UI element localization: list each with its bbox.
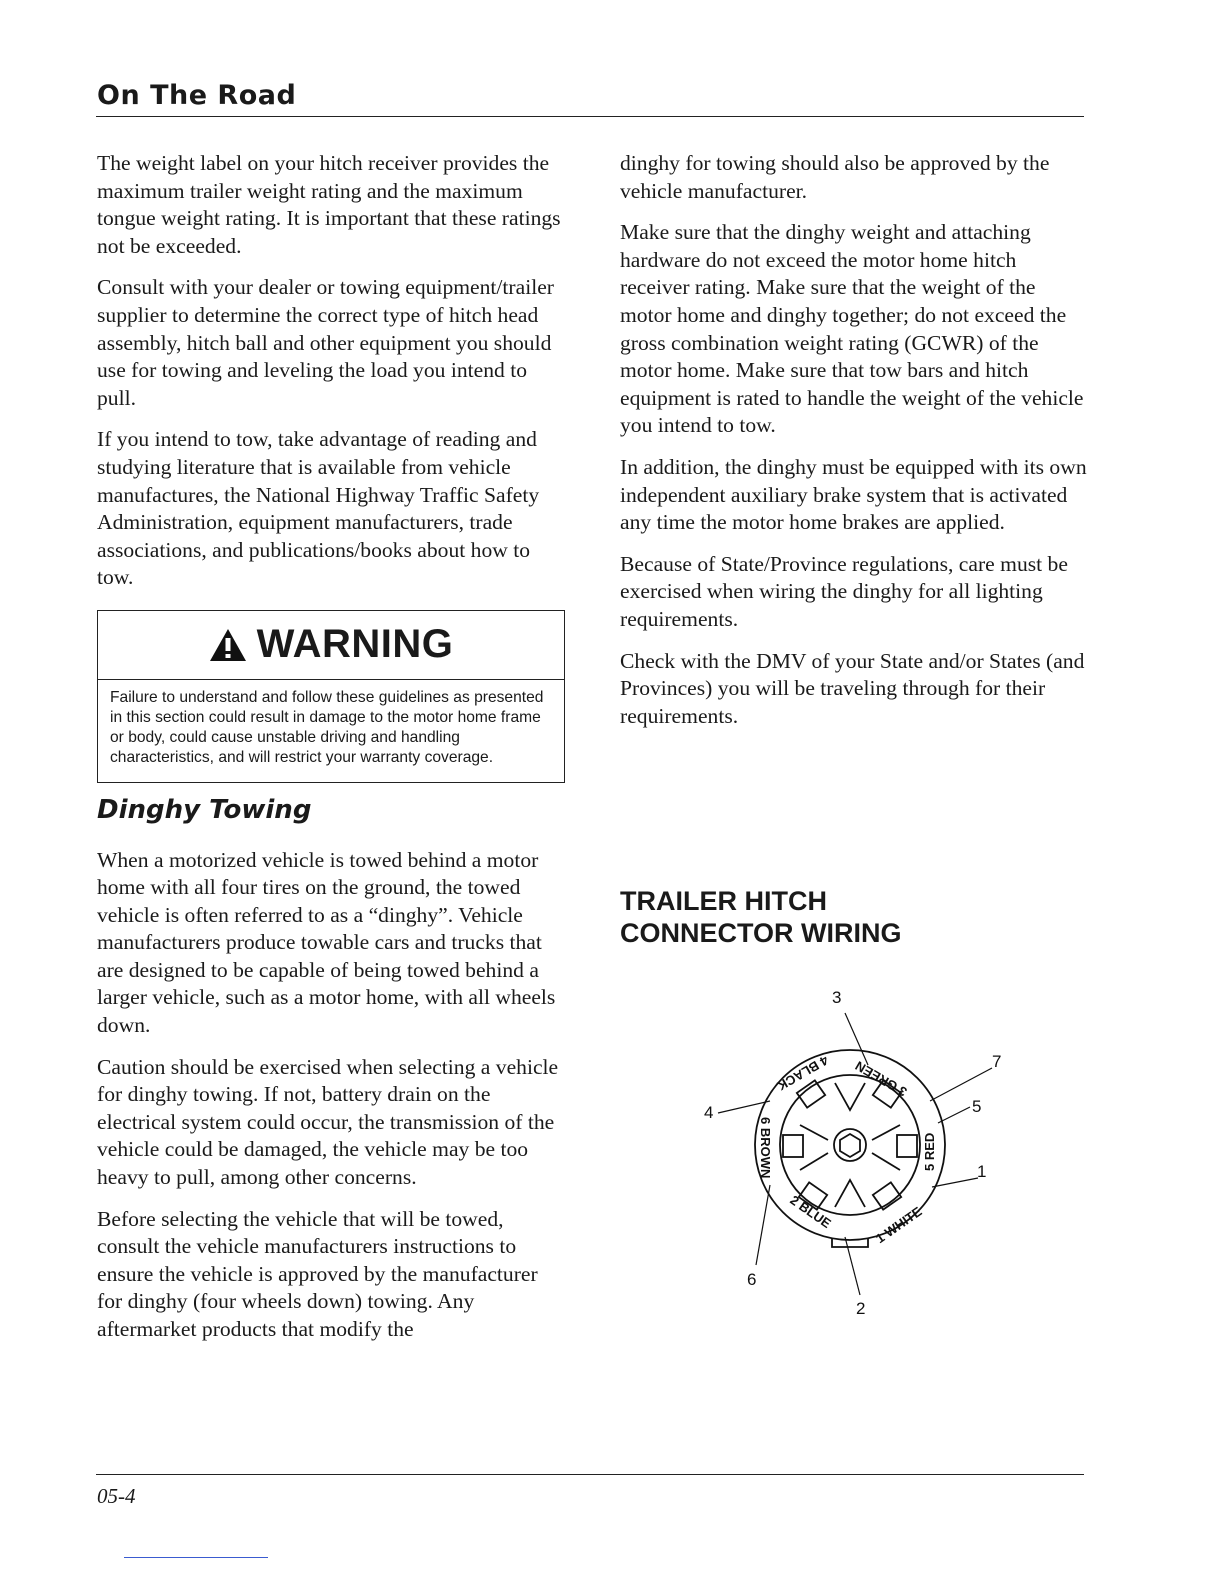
paragraph: If you intend to tow, take advantage of reading and studying literature that is available from vehicle manufactures, the National Highway Traffic Safety Administration, equipment manufacturers, trade associations, and publications/books about how to tow. — [97, 427, 540, 590]
paragraph: Before selecting the vehicle that will be towed, consult the vehicle manufacturers instructions to ensure the vehicle is approved by the manufacturer for dinghy (four wheels down) towing. Any aftermarket products that modify the — [97, 1206, 538, 1341]
paragraph: In addition, the dinghy must be equipped with its own independent auxiliary brake system that is activated any time the motor home brakes are applied. — [620, 454, 1087, 535]
callout-label: 5 — [972, 1097, 982, 1116]
diagram-title-line1: TRAILER HITCH — [620, 886, 827, 916]
pin-label: 6 BROWN — [758, 1117, 773, 1179]
pin-label: 2 BLUE — [787, 1192, 834, 1232]
warning-box — [97, 610, 565, 783]
diagram-title — [620, 885, 902, 949]
pin-label: 5 RED — [922, 1132, 937, 1171]
left-column — [97, 150, 565, 1358]
paragraph: dinghy for towing should also be approved by the vehicle manufacturer. — [620, 151, 1050, 203]
warning-text: Failure to understand and follow these guidelines as presented in this section could result in damage to the motor home frame or body, could cause unstable driving and handling characteristics, and will restrict your warranty coverage. — [110, 688, 544, 766]
footer-link-underline — [124, 1557, 268, 1558]
paragraph: Consult with your dealer or towing equipment/trailer supplier to determine the correct type of hitch head assembly, hitch ball and other equipment you should use for towing and leveling the load you intend to pull. — [97, 275, 554, 410]
callout-label: 2 — [856, 1299, 866, 1318]
paragraph: When a motorized vehicle is towed behind a motor home with all four tires on the ground, the towed vehicle is often referred to as a “dinghy”. Vehicle manufacturers produce towable cars and trucks that are designed to be capable of being towed behind a larger vehicle, such as a motor home, with all wheels down. — [97, 847, 556, 1038]
connector-wiring-diagram — [680, 975, 1020, 1335]
paragraph: The weight label on your hitch receiver provides the maximum trailer weight rating and the maximum tongue weight rating. It is important that these ratings not be exceeded. — [97, 151, 561, 258]
section-title: Dinghy Towing — [97, 794, 312, 825]
pin-label: 1 WHITE — [872, 1203, 925, 1247]
warning-header — [98, 611, 564, 680]
callout-label: 4 — [704, 1103, 714, 1122]
callout-label: 6 — [747, 1270, 757, 1289]
callout-label: 1 — [977, 1162, 987, 1181]
footer-rule — [96, 1474, 1084, 1475]
paragraph: Because of State/Province regulations, care must be exercised when wiring the dinghy for all lighting requirements. — [620, 551, 1068, 631]
diagram-title-line2: CONNECTOR WIRING — [620, 918, 902, 948]
warning-triangle-icon — [209, 628, 247, 662]
page-header-title: On The Road — [97, 80, 297, 111]
pin-label: 3 GREEN — [852, 1058, 910, 1100]
paragraph: Caution should be exercised when selecting a vehicle for dinghy towing. If not, battery drain on the electrical system could occur, the transmission of the vehicle could be damaged, the vehicle may be too heavy to pull, among other concerns. — [97, 1054, 559, 1190]
paragraph: Make sure that the dinghy weight and attaching hardware do not exceed the motor home hitch receiver rating. Make sure that the weight of the motor home and dinghy together; do not exceed the gross combination weight rating (GCWR) of the motor home. Make sure that tow bars and hitch equipment is rated to handle the weight of the vehicle you intend to tow. — [620, 220, 1084, 438]
paragraph: Check with the DMV of your State and/or States (and Provinces) you will be traveling through for their requirements. — [620, 648, 1085, 728]
right-column — [620, 150, 1088, 744]
header-rule — [96, 116, 1084, 117]
callout-label: 7 — [992, 1052, 1002, 1071]
callout-label: 3 — [832, 988, 842, 1007]
page-number: 05-4 — [97, 1484, 136, 1508]
warning-title: WARNING — [256, 622, 454, 667]
pin-label: 4 BLACK — [774, 1052, 832, 1094]
